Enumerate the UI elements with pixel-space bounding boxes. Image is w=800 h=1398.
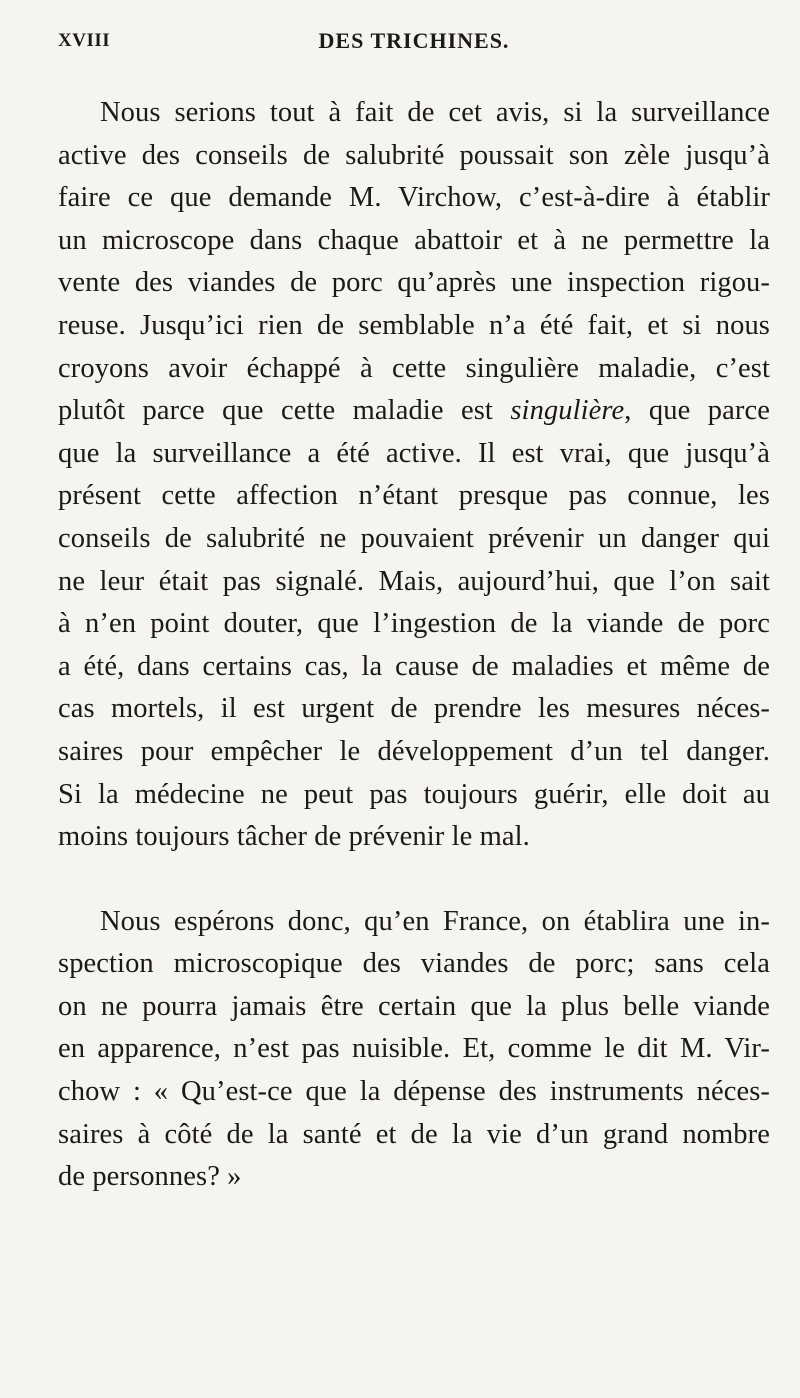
text-line: reuse. Jusqu’ici rien de semblable n’a été fait, et si nous — [58, 309, 770, 341]
text-line: ne leur était pas signalé. Mais, aujourd’hui, que l’on sait — [58, 565, 770, 597]
text-line: de personnes? » — [58, 1161, 242, 1193]
text-line: un microscope dans chaque abattoir et à ne permettre la — [58, 224, 770, 256]
text-line-with-italic — [58, 390, 770, 433]
text-run: , que parce — [624, 395, 770, 427]
text-line: Nous serions tout à fait de cet avis, si la surveillance — [100, 97, 770, 128]
text-line: saires pour empêcher le développement d’un tel danger. — [58, 735, 770, 767]
text-line: présent cette affection n’étant presque pas connue, les — [58, 480, 770, 512]
book-page — [58, 22, 770, 1199]
italic-word: singulière — [510, 395, 625, 427]
page-folio: XVIII — [58, 30, 111, 51]
text-line: cas mortels, il est urgent de prendre les mesures néces- — [58, 693, 770, 725]
text-line: faire ce que demande M. Virchow, c’est-à-dire à établir — [58, 182, 770, 214]
text-run: plutôt parce que cette maladie est — [58, 395, 493, 427]
text-line: saires à côté de la santé et de la vie d’un grand nombre — [58, 1118, 770, 1150]
paragraph-1 — [58, 92, 770, 859]
text-line: on ne pourra jamais être certain que la plus belle viande — [58, 990, 770, 1022]
text-line: à n’en point douter, que l’ingestion de la viande de porc — [58, 608, 770, 640]
text-line: active des conseils de salubrité poussait son zèle jusqu’à — [58, 139, 770, 171]
text-line: que la surveillance a été active. Il est vrai, que jusqu’à — [58, 437, 770, 469]
paragraph-2 — [58, 901, 770, 1199]
text-line: conseils de salubrité ne pouvaient prévenir un danger qui — [58, 522, 770, 554]
text-line: spection microscopique des viandes de porc; sans cela — [58, 948, 770, 980]
text-line: moins toujours tâcher de prévenir le mal. — [58, 821, 530, 853]
running-title: DES TRICHINES. — [318, 28, 510, 53]
text-line: Nous espérons donc, qu’en France, on établira une in- — [100, 905, 770, 937]
text-line: croyons avoir échappé à cette singulière maladie, c’est — [58, 352, 770, 384]
text-line: en apparence, n’est pas nuisible. Et, comme le dit M. Vir- — [58, 1033, 770, 1065]
running-head — [58, 22, 770, 58]
text-line: vente des viandes de porc qu’après une inspection rigou- — [58, 267, 770, 299]
text-line: a été, dans certains cas, la cause de maladies et même de — [58, 650, 770, 682]
text-line: chow : « Qu’est-ce que la dépense des instruments néces- — [58, 1076, 770, 1108]
text-line: Si la médecine ne peut pas toujours guérir, elle doit au — [58, 778, 770, 810]
